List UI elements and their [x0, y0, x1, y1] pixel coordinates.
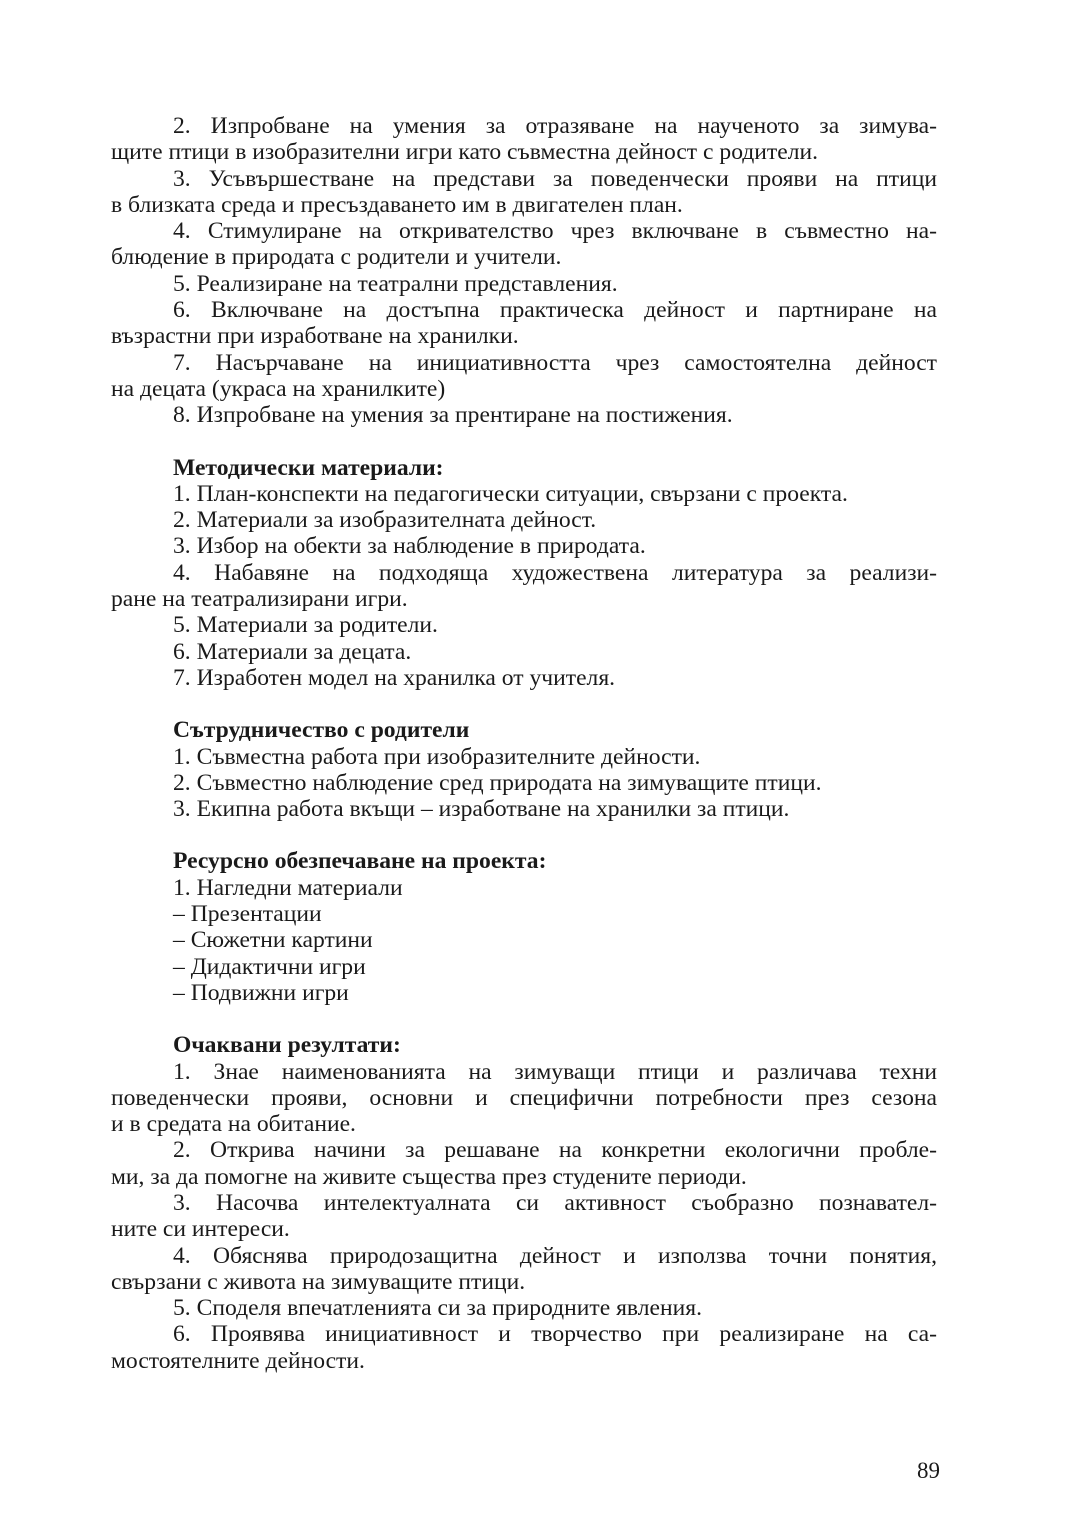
list-item: 7. Изработен модел на хранилка от учителя. [173, 664, 616, 691]
list-item-continuation: свързани с живота на зимуващите птици. [111, 1268, 526, 1295]
list-item: – Сюжетни картини [173, 927, 373, 954]
list-item-continuation: блюдение в природата с родители и учители. [111, 244, 562, 271]
list-item: 2. Изпробване на умения за отразяване на наученото за зимува- [173, 113, 937, 139]
list-item-continuation: ми, за да помогне на живите същества през студените периоди. [111, 1163, 747, 1190]
section-heading-cooperation: Сътрудничество с родители [173, 717, 470, 744]
list-item: – Презентации [173, 901, 322, 928]
list-item: 5. Споделя впечатленията си за природните явления. [173, 1295, 703, 1322]
list-item: – Дидактични игри [173, 953, 366, 980]
goals-list [111, 113, 937, 429]
list-item-continuation: мостоятелните дейности. [111, 1347, 365, 1374]
list-item: 6. Проявява инициативност и творчество при реализиране на са- [173, 1321, 937, 1348]
list-item: 3. Усъвършестване на представи за поведенчески прояви на птици [173, 165, 937, 192]
list-item: 1. Знае наименованията на зимуващи птици и различава техни [173, 1058, 937, 1085]
cooperation-list [111, 744, 937, 823]
list-item: 3. Екипна работа вкъщи – изработване на хранилки за птици. [173, 796, 790, 823]
methodical-list [111, 481, 937, 691]
list-item: 6. Включване на достъпна практическа дейност и партниране на [173, 297, 937, 324]
list-item: 6. Материали за децата. [173, 638, 412, 665]
list-item-continuation: ране на театрализирани игри. [111, 586, 408, 613]
section-heading-methodical: Методически материали: [173, 454, 444, 481]
list-item-continuation: щите птици в изобразителни игри като съвместна дейност с родители. [111, 139, 819, 166]
list-item-continuation: възрастни при изработване на хранилки. [111, 323, 519, 350]
list-item: 2. Открива начини за решаване на конкретни екологични пробле- [173, 1137, 937, 1164]
list-item: 3. Избор на обекти за наблюдение в природата. [173, 533, 646, 560]
list-item: 5. Реализиране на театрални представления. [173, 270, 618, 297]
list-item: 4. Стимулиране на откривателство чрез включване в съвместно на- [173, 218, 937, 245]
list-item: 1. План-конспекти на педагогически ситуации, свързани с проекта. [173, 480, 848, 507]
list-item: 2. Съвместно наблюдение сред природата на зимуващите птици. [173, 769, 822, 796]
resources-list [111, 875, 937, 1006]
page-number: 89 [917, 1458, 940, 1483]
list-item: – Подвижни игри [173, 979, 349, 1006]
list-item: 4. Обяснява природозащитна дейност и използва точни понятия, [173, 1242, 937, 1269]
list-item: 5. Материали за родители. [173, 612, 438, 639]
list-item: 7. Насърчаване на инициативността чрез самостоятелна дейност [173, 349, 937, 376]
list-item: 8. Изпробване на умения за прентиране на постижения. [173, 402, 733, 429]
section-heading-results: Очаквани резултати: [173, 1032, 401, 1059]
section-heading-resources: Ресурсно обезпечаване на проекта: [173, 848, 547, 875]
list-item: 1. Нагледни материали [173, 874, 403, 901]
list-item: 3. Насочва интелектуалната си активност съобразно познавател- [173, 1189, 937, 1216]
list-item-continuation: ните си интереси. [111, 1216, 290, 1243]
page-body [111, 113, 937, 1374]
results-list [111, 1059, 937, 1375]
list-item-continuation: поведенчески прояви, основни и специфични потребности през сезона [111, 1084, 937, 1111]
list-item: 4. Набавяне на подходяща художествена литература за реализи- [173, 559, 937, 586]
list-item-continuation: на децата (украса на хранилките) [111, 375, 446, 402]
list-item: 1. Съвместна работа при изобразителните дейности. [173, 743, 701, 770]
list-item: 2. Материали за изобразителната дейност. [173, 507, 597, 534]
list-item-continuation: в близката среда и пресъздаването им в двигателен план. [111, 191, 683, 218]
list-item-continuation: и в средата на обитание. [111, 1111, 356, 1138]
